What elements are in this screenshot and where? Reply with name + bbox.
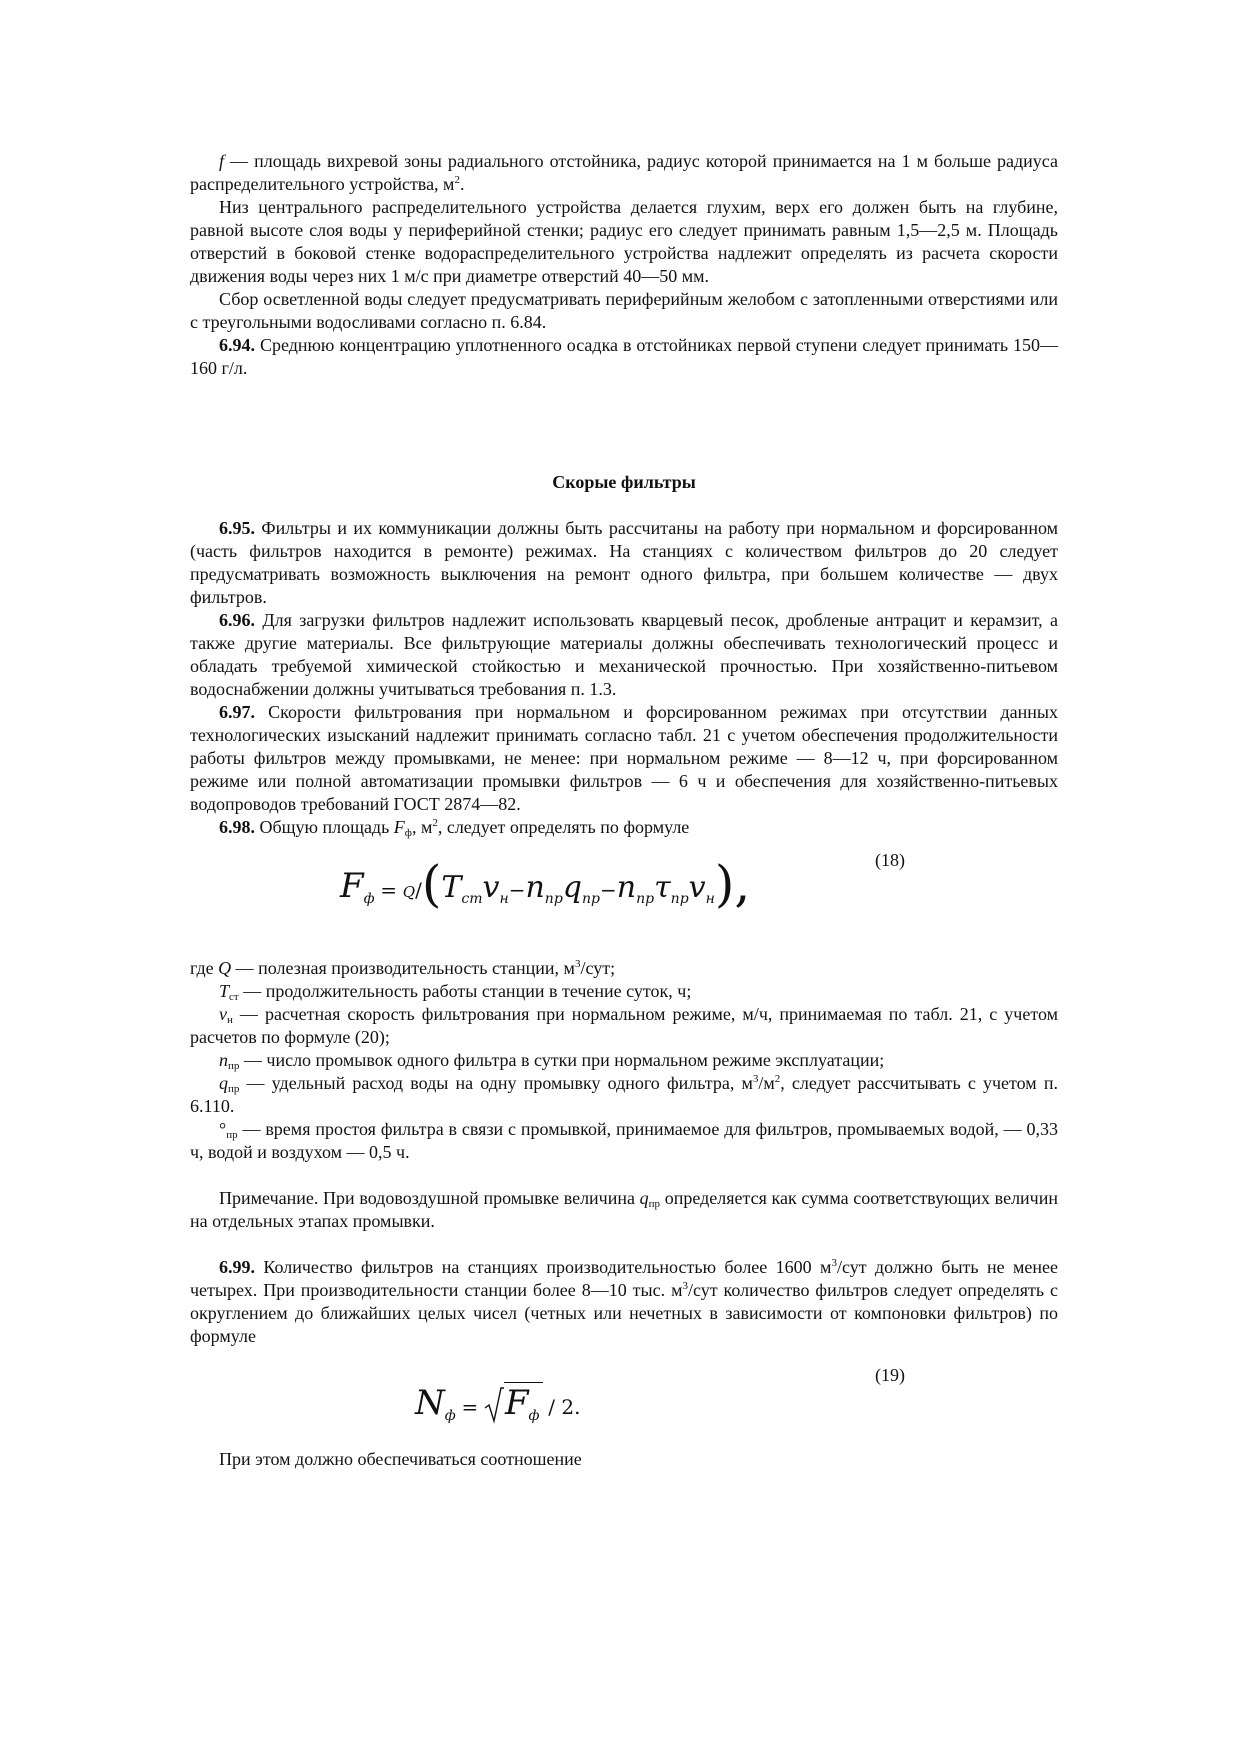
clause-number: 6.98. [219, 817, 255, 837]
formula-number: (18) [875, 850, 905, 870]
paragraph-ratio: При этом должно обеспечиваться соотношение [219, 1449, 582, 1469]
document-page [190, 150, 1058, 1471]
legend-v: $v_н$ — расчетная скорость фильтрования при нормальном режиме, м/ч, принимаемая по табл. 21, с учетом расчетов по формуле (20); [190, 1004, 1058, 1047]
clause-number: 6.94. [219, 335, 255, 355]
paragraph-6-96: 6.96. Для загрузки фильтров надлежит использовать кварцевый песок, дробленые антрацит и керамзит, а также другие материалы. Все фильтрующие материалы должны обеспечивать технологический процесс и обладать требуемой химической стойкостью и механической прочностью. При хозяйственно-питьевом водоснабжении должны учитываться требования п. 1.3. [190, 610, 1058, 699]
paragraph-6-99: 6.99. Количество фильтров на станциях производительностью более 1600 $м^3$/сут должно быть не менее четырех. При производительности станции более 8—10 тыс. $м^3$/сут количество фильтров следует определять с округлением до ближайших целых чисел (четных или нечетных в зависимости от компоновки фильтров) по формуле [190, 1257, 1059, 1346]
formula-19-expression: $N_ф = F_ф / 2$. [415, 1383, 581, 1424]
clause-number: 6.99. [219, 1257, 255, 1277]
legend-T: $T_{ст}$ — продолжительность работы станции в течение суток, ч; [219, 981, 692, 1003]
paragraph-6-95: 6.95. Фильтры и их коммуникации должны быть рассчитаны на работу при нормальном и форсированном (часть фильтров находится в ремонте) режимах. На станциях с количеством фильтров до 20 следует предусматривать возможность выключения на ремонт одного фильтра, при большем количестве — двух фильтров. [190, 518, 1058, 607]
section-title: Скорые фильтры [552, 472, 696, 492]
paragraph-water-collection: Сбор осветленной воды следует предусматривать периферийным желобом с затопленными отверстиями или с треугольными водосливами согласно п. 6.84. [190, 289, 1058, 332]
legend-n: $n_{пр}$ — число промывок одного фильтра в сутки при нормальном режиме эксплуатации; [219, 1050, 885, 1072]
sqrt-sign-icon [484, 1386, 504, 1424]
legend-q: $q_{пр}$ — удельный расход воды на одну промывку одного фильтра, $м^3/м^2$, следует рассчитывать с учетом п. 6.110. [190, 1073, 1058, 1116]
paragraph-6-97: 6.97. Скорости фильтрования при нормальном и форсированном режимах при отсутствии данных технологических изысканий надлежит принимать согласно табл. 21 с учетом обеспечения продолжительности работы фильтров между промывками, не менее: при нормальном режиме — 8—12 ч, при форсированном режиме или полной автоматизации промывки фильтров — 6 ч и обеспечения для хозяйственно-питьевых водопроводов требований ГОСТ 2874—82. [190, 702, 1058, 814]
paragraph-6-98: 6.98. Общую площадь $F_ф$, $м^2$, следует определять по формуле [219, 817, 690, 839]
formula-18 [190, 839, 1058, 957]
legend-Q: где Q — полезная производительность станции, $м^3$/сут; [190, 958, 616, 978]
formula-18-expression: $F_ф = Q/(T_{ст}v_н-n_{пр}q_{пр}-n_{пр}\tau_{пр}v_н)$, [340, 855, 751, 913]
clause-number: 6.97. [219, 702, 255, 722]
formula-19 [190, 1348, 1058, 1448]
paragraph-distribution-device: Низ центрального распределительного устройства делается глухим, верх его должен быть на глубине, равной высоте слоя воды у периферийной стенки; радиус его следует принимать равным 1,5—2,5 м. Площадь отверстий в боковой стенке водораспределительного устройства надлежит определять из расчета скорости движения воды через них 1 м/с при диаметре отверстий 40—50 мм. [190, 197, 1058, 286]
paragraph-f-definition: f — площадь вихревой зоны радиального отстойника, радиус которой принимается на 1 м больше радиуса распределительного устройства, $м^2$. [190, 151, 1058, 194]
legend-tau: $^\circ_{пр}$ — время простоя фильтра в связи с промывкой, принимаемое для фильтров, промываемых водой, — 0,33 ч, водой и воздухом — 0,5 ч. [190, 1119, 1058, 1162]
paragraph-6-94: 6.94. Среднюю концентрацию уплотненного осадка в отстойниках первой ступени следует принимать 150—160 г/л. [190, 335, 1058, 378]
clause-number: 6.95. [219, 518, 255, 538]
note-paragraph: Примечание. При водовоздушной промывке величина $q_{пр}$ определяется как сумма соответствующих величин на отдельных этапах промывки. [190, 1188, 1058, 1231]
clause-number: 6.96. [219, 610, 255, 630]
formula-number: (19) [875, 1365, 905, 1385]
sqrt-radicand: $F_ф$ [504, 1382, 543, 1423]
